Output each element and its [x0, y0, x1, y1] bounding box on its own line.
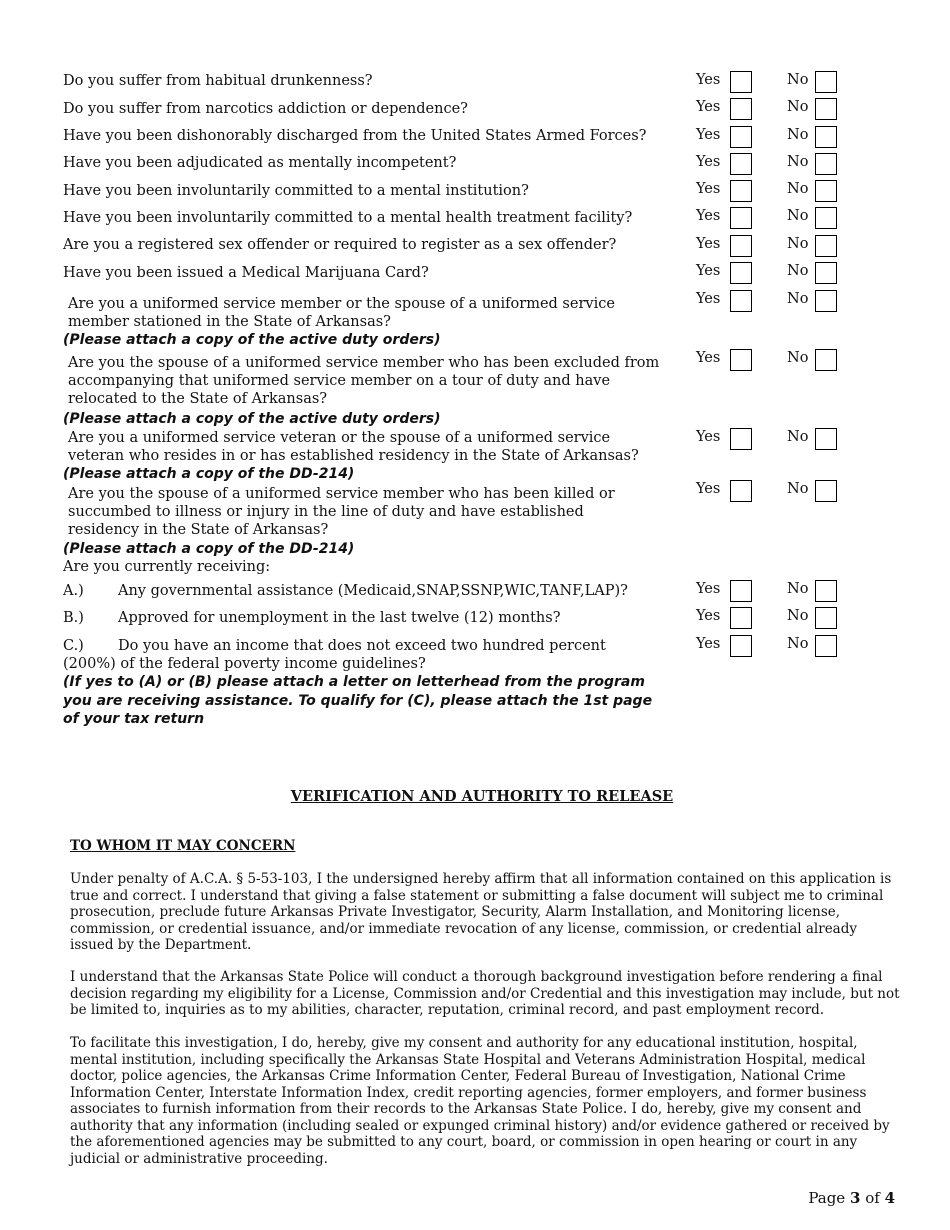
no-checkbox[interactable]	[815, 580, 837, 602]
page-of: of	[865, 1189, 880, 1207]
attachment-note: (Please attach a copy of the DD-214)	[63, 466, 355, 482]
yes-checkbox[interactable]	[730, 262, 752, 284]
yes-label: Yes	[696, 208, 721, 224]
receiving-item-a	[63, 582, 663, 600]
yes-label: Yes	[696, 608, 721, 624]
yes-label: Yes	[696, 72, 721, 88]
no-label: No	[787, 72, 809, 88]
yes-checkbox[interactable]	[730, 428, 752, 450]
page-prefix: Page	[808, 1189, 846, 1207]
yes-no-group	[696, 428, 846, 452]
total-pages: 4	[884, 1189, 895, 1207]
yes-no-group	[696, 580, 846, 604]
yes-no-group	[696, 635, 846, 659]
yes-no-group	[696, 349, 846, 373]
yes-checkbox[interactable]	[730, 480, 752, 502]
question-text: Are you the spouse of a uniformed service member who has been excluded from accompanying that uniformed service member on a tour of duty and have relocated to the State of Arkansas?	[68, 355, 660, 407]
yes-no-group	[696, 262, 846, 286]
yes-no-group	[696, 207, 846, 231]
yes-checkbox[interactable]	[730, 126, 752, 148]
question-text: Have you been issued a Medical Marijuana Card?	[63, 265, 429, 281]
salutation: TO WHOM IT MAY CONCERN	[70, 838, 296, 854]
yes-checkbox[interactable]	[730, 580, 752, 602]
yes-checkbox[interactable]	[730, 98, 752, 120]
question-text: Have you been dishonorably discharged from the United States Armed Forces?	[63, 128, 647, 144]
item-letter: B.)	[63, 610, 84, 626]
question-text: Do you suffer from habitual drunkenness?	[63, 73, 373, 89]
current-page: 3	[849, 1189, 861, 1207]
receiving-item-c	[63, 637, 623, 673]
no-label: No	[787, 636, 809, 652]
item-text: Any governmental assistance (Medicaid,SNAP,SSNP,WIC,TANF,LAP)?	[118, 583, 628, 599]
question-text: Are you a registered sex offender or required to register as a sex offender?	[63, 237, 617, 253]
question-text: Are you a uniformed service veteran or the spouse of a uniformed service veteran who resides in or has established residency in the State of Arkansas?	[68, 430, 639, 464]
yes-label: Yes	[696, 263, 721, 279]
section-title: VERIFICATION AND AUTHORITY TO RELEASE	[290, 788, 674, 805]
no-checkbox[interactable]	[815, 480, 837, 502]
yes-no-group	[696, 290, 846, 314]
no-label: No	[787, 350, 809, 366]
no-checkbox[interactable]	[815, 180, 837, 202]
no-checkbox[interactable]	[815, 428, 837, 450]
receiving-intro: Are you currently receiving:	[63, 559, 271, 575]
receiving-item-b	[63, 609, 663, 627]
question-text: Are you the spouse of a uniformed service member who has been killed or succumbed to illness or injury in the line of duty and have established residency in the State of Arkansas?	[68, 486, 615, 538]
page-number	[808, 1189, 895, 1207]
yes-checkbox[interactable]	[730, 153, 752, 175]
attachment-note: (Please attach a copy of the active duty orders)	[63, 411, 441, 427]
yes-checkbox[interactable]	[730, 180, 752, 202]
yes-no-group	[696, 98, 846, 122]
yes-label: Yes	[696, 350, 721, 366]
yes-checkbox[interactable]	[730, 607, 752, 629]
yes-no-group	[696, 71, 846, 95]
yes-label: Yes	[696, 291, 721, 307]
yes-no-group	[696, 480, 846, 504]
no-label: No	[787, 127, 809, 143]
no-checkbox[interactable]	[815, 71, 837, 93]
no-label: No	[787, 429, 809, 445]
no-checkbox[interactable]	[815, 153, 837, 175]
yes-no-group	[696, 126, 846, 150]
item-letter: C.)	[63, 638, 84, 654]
assistance-attachment-note: (If yes to (A) or (B) please attach a letter on letterhead from the program you are receiving assistance. To qualify for (C), please attach the 1st page of your tax return	[63, 674, 653, 727]
yes-checkbox[interactable]	[730, 290, 752, 312]
yes-checkbox[interactable]	[730, 71, 752, 93]
yes-no-group	[696, 235, 846, 259]
no-checkbox[interactable]	[815, 207, 837, 229]
attachment-note: (Please attach a copy of the DD-214)	[63, 541, 355, 557]
yes-label: Yes	[696, 127, 721, 143]
item-letter: A.)	[63, 583, 84, 599]
no-label: No	[787, 481, 809, 497]
no-label: No	[787, 181, 809, 197]
item-text: Approved for unemployment in the last twelve (12) months?	[118, 610, 561, 626]
yes-no-group	[696, 153, 846, 177]
question-text: Do you suffer from narcotics addiction or dependence?	[63, 101, 468, 117]
yes-checkbox[interactable]	[730, 635, 752, 657]
no-checkbox[interactable]	[815, 235, 837, 257]
no-label: No	[787, 154, 809, 170]
yes-label: Yes	[696, 99, 721, 115]
yes-label: Yes	[696, 236, 721, 252]
no-checkbox[interactable]	[815, 635, 837, 657]
investigation-paragraph: I understand that the Arkansas State Police will conduct a thorough background investigation before rendering a final decision regarding my eligibility for a License, Commission and/or Credential and this investigation may include, but not be limited to, inquiries as to my abilities, character, reputation, criminal record, and past employment record.	[70, 969, 900, 1018]
no-checkbox[interactable]	[815, 607, 837, 629]
no-label: No	[787, 581, 809, 597]
no-label: No	[787, 208, 809, 224]
no-label: No	[787, 608, 809, 624]
yes-no-group	[696, 607, 846, 631]
yes-label: Yes	[696, 181, 721, 197]
no-label: No	[787, 291, 809, 307]
no-checkbox[interactable]	[815, 262, 837, 284]
question-text: Have you been involuntarily committed to a mental institution?	[63, 183, 529, 199]
no-label: No	[787, 236, 809, 252]
yes-checkbox[interactable]	[730, 349, 752, 371]
affirmation-paragraph: Under penalty of A.C.A. § 5-53-103, I the undersigned hereby affirm that all information contained on this application is true and correct. I understand that giving a false statement or submitting a false document will subject me to criminal prosecution, preclude future Arkansas Private Investigator, Security, Alarm Installation, and Monitoring license, commission, or credential issuance, and/or immediate revocation of any license, commission, or credential already issued by the Department.	[70, 871, 892, 953]
yes-label: Yes	[696, 481, 721, 497]
yes-checkbox[interactable]	[730, 207, 752, 229]
no-checkbox[interactable]	[815, 126, 837, 148]
yes-no-group	[696, 180, 846, 204]
yes-label: Yes	[696, 429, 721, 445]
yes-label: Yes	[696, 581, 721, 597]
no-checkbox[interactable]	[815, 98, 837, 120]
question-text: Have you been involuntarily committed to a mental health treatment facility?	[63, 210, 633, 226]
yes-label: Yes	[696, 636, 721, 652]
no-checkbox[interactable]	[815, 290, 837, 312]
yes-label: Yes	[696, 154, 721, 170]
item-text: Do you have an income that does not exceed two hundred percent (200%) of the federal poverty income guidelines?	[63, 638, 606, 672]
question-text: Are you a uniformed service member or the spouse of a uniformed service member stationed in the State of Arkansas?	[68, 296, 615, 330]
question-text: Have you been adjudicated as mentally incompetent?	[63, 155, 457, 171]
attachment-note: (Please attach a copy of the active duty orders)	[63, 332, 441, 348]
yes-checkbox[interactable]	[730, 235, 752, 257]
consent-paragraph: To facilitate this investigation, I do, hereby, give my consent and authority for any educational institution, hospital, mental institution, including specifically the Arkansas State Hospital and Veterans Administration Hospital, medical doctor, police agencies, the Arkansas Crime Information Center, Federal Bureau of Investigation, National Crime Information Center, Interstate Information Index, credit reporting agencies, former employers, and former business associates to furnish information from their records to the Arkansas State Police. I do, hereby, give my consent and authority that any information (including sealed or expunged criminal history) and/or evidence gathered or received by the aforementioned agencies may be submitted to any court, board, or commission in open hearing or court in any judicial or administrative proceeding.	[70, 1035, 890, 1167]
no-label: No	[787, 99, 809, 115]
no-checkbox[interactable]	[815, 349, 837, 371]
no-label: No	[787, 263, 809, 279]
